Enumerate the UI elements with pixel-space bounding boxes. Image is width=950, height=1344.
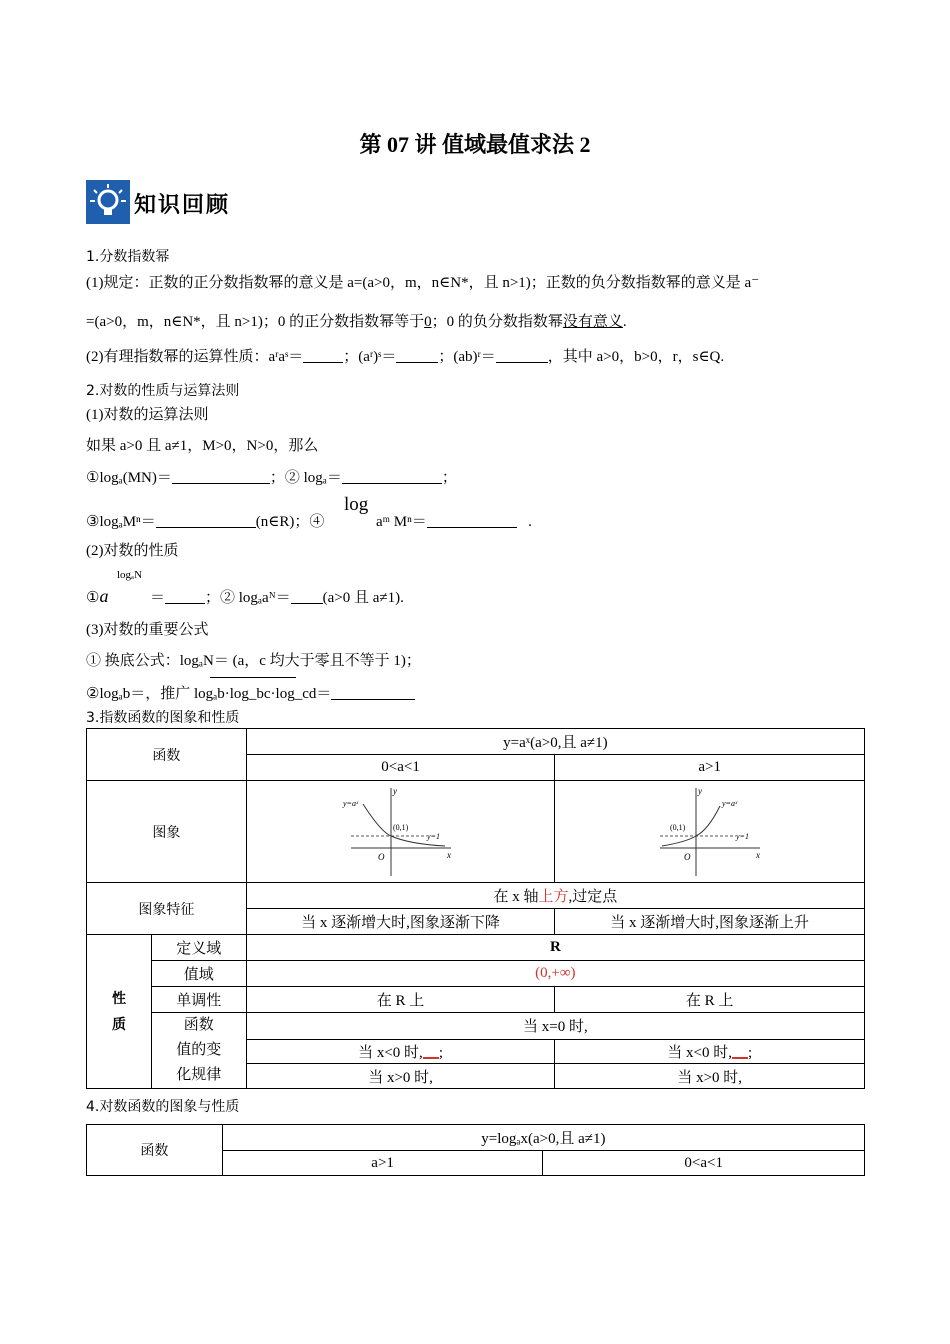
- exp-feature-label: 图象特征: [87, 883, 247, 935]
- exp-c1-neg: 当 x<0 时, ;: [246, 1039, 555, 1064]
- section-2-heading: 2.对数的性质与运算法则: [86, 383, 240, 399]
- exp-case-2: a>1: [555, 755, 865, 781]
- graph-1-y-label: y: [392, 785, 397, 796]
- exp-feature-2: 当 x 逐渐增大时,图象逐渐上升: [555, 909, 865, 935]
- exp-case-1: 0<a<1: [246, 755, 555, 781]
- s1-p2: (2)有理指数幂的运算性质：aʳaˢ＝ ；(aʳ)ˢ＝ ；(ab)ʳ＝ ，其中 a>0，b>0，r，s∈Q.: [86, 349, 725, 365]
- exp-function-table: [86, 728, 865, 1089]
- s2-rule-2-tail: aᵐ Mⁿ＝ .: [376, 514, 532, 530]
- exp-mono-1: 在 R 上: [246, 987, 555, 1013]
- graph-1-point: (0,1): [392, 822, 408, 832]
- graph-2-origin: O: [683, 851, 691, 862]
- graph-2-x-label: x: [755, 849, 760, 860]
- graph-2-line: y=1: [735, 831, 749, 841]
- exp-domain-label: 定义域: [151, 935, 246, 961]
- exp-mono-2: 在 R 上: [555, 987, 865, 1013]
- lightbulb-icon: [86, 180, 130, 224]
- exp-feature-1: 当 x 逐渐增大时,图象逐渐下降: [246, 909, 555, 935]
- s2-rule-4: ① 换底公式：logₐN＝ (a，c 均大于零且不等于 1)；: [86, 653, 421, 669]
- exp-graph-2: [555, 781, 865, 883]
- graph-1-x-label: x: [446, 849, 451, 860]
- exp-c1-pos: 当 x>0 时,: [246, 1064, 555, 1089]
- exp-mono-label: 单调性: [151, 987, 246, 1013]
- exp-graph-label: 图象: [87, 781, 247, 883]
- graph-1-origin: O: [377, 851, 385, 862]
- exp-change-label: 函数 值的变 化规律: [151, 1013, 246, 1089]
- exp-feature-common: 在 x 轴上方,过定点: [246, 883, 864, 909]
- page-title: 第 07 讲 值域最值求法 2: [359, 132, 591, 157]
- s2-rule-3: ①a: [86, 586, 109, 606]
- log-function-table: [86, 1124, 865, 1176]
- graph-1-curve-label: y=aˣ: [342, 798, 358, 808]
- exp-c2-pos: 当 x>0 时,: [555, 1064, 865, 1089]
- exp-formula: y=aˣ(a>0,且 a≠1): [246, 729, 864, 755]
- s1-p1a: (1)规定：正数的正分数指数幂的意义是 a=(a>0，m，n∈N*，且 n>1)；正数的负分数指数幂的意义是 a⁻: [86, 275, 760, 291]
- s1-p1b: =(a>0，m，n∈N*，且 n>1)；0 的正分数指数幂等于0；0 的负分数指数幂没有意义.: [86, 314, 627, 330]
- exp-range-value: (0,+∞): [246, 961, 864, 987]
- exp-graph-1: [246, 781, 555, 883]
- s2-cond: 如果 a>0 且 a≠1，M>0，N>0，那么: [86, 438, 319, 454]
- exp-domain-value: R: [246, 935, 864, 961]
- s2-sub2: (2)对数的性质: [86, 543, 179, 559]
- graph-1-line: y=1: [426, 831, 440, 841]
- graph-2-y-label: y: [697, 785, 702, 796]
- banner-label: 知识回顾: [134, 193, 231, 218]
- s2-rule-5: ②logₐb＝，推广 logₐb·log_bc·log_cd＝: [86, 682, 415, 703]
- exp-func-label: 函数: [87, 729, 247, 781]
- s2-rule-3-tail: ＝ ；② logₐaᴺ＝ (a>0 且 a≠1).: [150, 590, 404, 606]
- exp-range-label: 值域: [151, 961, 246, 987]
- exp-at-zero: 当 x=0 时,: [246, 1013, 864, 1040]
- exp-c2-neg: 当 x<0 时, ;: [555, 1039, 865, 1064]
- log-formula: y=logₐx(a>0,且 a≠1): [222, 1125, 864, 1151]
- exp-prop-label: 性 质: [87, 935, 152, 1089]
- s2-rule-2: ③logₐMⁿ＝ (n∈R)；④: [86, 514, 325, 530]
- section-1-heading: 1.分数指数幂: [86, 249, 170, 265]
- graph-2-curve-label: y=aˣ: [721, 798, 737, 808]
- s2-sub3: (3)对数的重要公式: [86, 622, 209, 638]
- log-case-2: 0<a<1: [543, 1151, 865, 1176]
- s2-fraction-bar: [210, 677, 296, 678]
- graph-2-point: (0,1): [669, 822, 685, 832]
- section-3-heading: 3.指数函数的图象和性质: [86, 710, 240, 726]
- s2-r3-exp: logₐN: [117, 569, 143, 581]
- section-4-heading: 4.对数函数的图象与性质: [86, 1099, 240, 1115]
- s2-rule-1: ①logₐ(MN)＝ ；② logₐ＝ ；: [86, 470, 457, 486]
- s2-log-big: log: [344, 494, 369, 515]
- log-case-1: a>1: [222, 1151, 543, 1176]
- s2-sub1: (1)对数的运算法则: [86, 407, 209, 423]
- log-func-label: 函数: [87, 1125, 223, 1176]
